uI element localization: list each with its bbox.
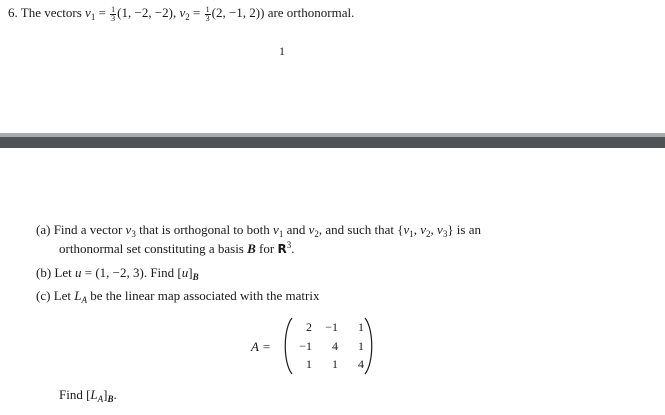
part-c-label: (c) xyxy=(36,288,51,303)
v1-fraction xyxy=(110,6,116,23)
part-a-v2-sub: 2 xyxy=(314,229,319,239)
part-a-line-2 xyxy=(59,241,294,257)
part-a-set-v1: v xyxy=(403,222,410,237)
part-b-bracket: ] xyxy=(188,265,193,280)
matrix-label-text: A = xyxy=(251,339,271,354)
part-c-find-bracket: ] xyxy=(103,387,108,402)
part-a-text-2: that is orthogonal to both xyxy=(139,222,270,237)
matrix-cell: 4 xyxy=(358,357,364,371)
part-a-line2-text: orthonormal set constituting a basis xyxy=(59,241,244,256)
part-a-set-v2: v xyxy=(420,222,427,237)
part-c-L-sub: A xyxy=(81,295,87,305)
part-a-text-3: , and such that { xyxy=(318,222,404,237)
matrix-cell: 1 xyxy=(358,339,364,353)
part-a-text-1: Find a vector xyxy=(53,222,123,237)
v1-frac-num: 1 xyxy=(111,4,116,14)
problem-statement: 6. The vectors $v_1$ = $\frac{1}{3}$ (1, −2, −2), $v_2$ = $\frac{1}{3}$ (2, −1, 2)) are orthonormal. xyxy=(8,4,355,23)
part-a-text-4: } is an xyxy=(447,222,481,237)
page-break-divider xyxy=(0,137,665,148)
intro-text: The vectors xyxy=(20,5,82,20)
v2-symbol: v xyxy=(179,5,186,20)
part-c-find-line xyxy=(59,387,117,403)
v2-frac-den: 3 xyxy=(205,13,210,23)
matrix-cell: 1 xyxy=(306,357,312,371)
matrix-left-paren xyxy=(280,317,294,375)
matrix-cell: 4 xyxy=(332,339,338,353)
part-c-text-1: Let xyxy=(53,288,72,303)
part-b-text-2: = (1, −2, 3). Find [ xyxy=(84,265,182,280)
v2-tuple: (2, −1, 2)) xyxy=(211,5,265,20)
matrix-cell: 1 xyxy=(332,357,338,371)
matrix-cell: 1 xyxy=(358,320,364,334)
matrix-cell: 2 xyxy=(306,320,312,334)
v1-symbol: v xyxy=(85,5,91,20)
part-a-v2: v xyxy=(308,222,315,237)
v2-frac-num: 1 xyxy=(205,4,210,14)
part-a-label: (a) xyxy=(36,222,51,237)
part-a-set-v2-sub: 2 xyxy=(426,229,431,239)
part-a-set-v3: v xyxy=(437,222,443,237)
part-a-line-1: (a) Find a vector $v_3$ that is orthogonal to both $v_1$ and $v_2$, and such that {$v_1$, $v_2$, $v_3$} is an xyxy=(36,222,481,239)
part-c-text-2: be the linear map associated with the matrix xyxy=(90,288,320,303)
part-a-v1-sub: 1 xyxy=(278,229,284,239)
part-b-u2: u xyxy=(181,265,189,280)
reals-symbol: R xyxy=(277,242,287,256)
part-c-line xyxy=(36,288,319,304)
part-a-v3: v xyxy=(125,222,132,237)
part-b-label: (b) xyxy=(36,265,52,280)
matrix-cell: −1 xyxy=(299,339,312,353)
part-b-text-1: Let xyxy=(54,265,72,280)
problem-number: 6. xyxy=(8,5,18,20)
v1-tuple: (1, −2, −2), xyxy=(117,5,177,20)
part-b-u: u xyxy=(75,265,82,280)
part-a-v1: v xyxy=(273,222,279,237)
part-c-L: L xyxy=(74,288,82,303)
matrix-right-paren xyxy=(363,317,377,375)
v2-subscript: 2 xyxy=(185,12,190,22)
v1-frac-den: 3 xyxy=(111,13,116,23)
matrix-label xyxy=(251,339,271,355)
reals-superscript: 3 xyxy=(286,240,292,250)
page-number: 1 xyxy=(279,44,285,58)
v2-fraction xyxy=(205,6,211,23)
part-c-find-L-sub: A xyxy=(97,394,104,404)
part-a-basis-symbol: B xyxy=(247,241,256,256)
v1-subscript: 1 xyxy=(90,12,96,22)
matrix-cell: −1 xyxy=(325,320,338,334)
part-a-set-v1-sub: 1 xyxy=(409,229,414,239)
part-a-for: for xyxy=(259,241,275,256)
part-a-v3-sub: 3 xyxy=(131,229,136,239)
part-b-line xyxy=(36,265,199,281)
part-a-period: . xyxy=(291,241,295,256)
part-a-and: and xyxy=(286,222,306,237)
part-a-set-v3-sub: 3 xyxy=(442,229,448,239)
closing-text: are orthonormal. xyxy=(267,5,355,20)
part-c-find-period: . xyxy=(113,387,117,402)
part-c-find-L: L xyxy=(90,387,98,402)
part-b-basis-sub: B xyxy=(192,272,199,282)
part-c-find-basis-sub: B xyxy=(107,394,114,404)
part-c-find-text: Find [ xyxy=(59,387,91,402)
